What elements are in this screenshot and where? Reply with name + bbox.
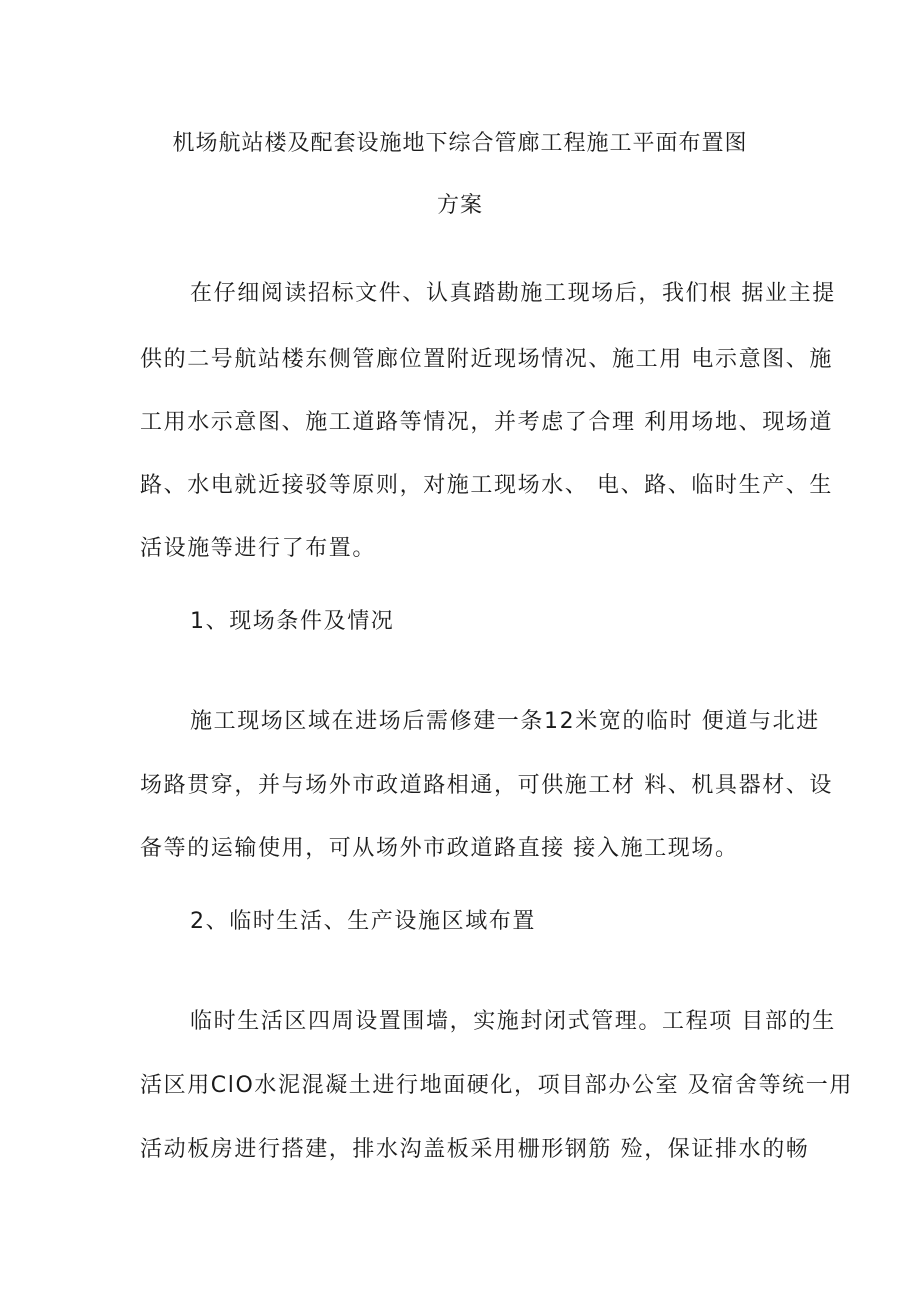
paragraph-line: 活区用ClO水泥混凝土进行地面硬化，项目部办公室 及宿舍等统一用 <box>140 1073 853 1098</box>
document-title: 机场航站楼及配套设施地下综合管廊工程施工平面布置图 <box>172 131 748 156</box>
paragraph-line: 场路贯穿，并与场外市政道路相通，可供施工材 料、机具器材、设 <box>140 773 833 798</box>
paragraph-line: 供的二号航站楼东侧管廊位置附近现场情况、施工用 电示意图、施 <box>140 347 833 372</box>
paragraph-line: 工用水示意图、施工道路等情况，并考虑了合理 利用场地、现场道 <box>140 410 833 435</box>
section-heading-2: 2、临时生活、生产设施区域布置 <box>190 909 536 934</box>
paragraph-line: 在仔细阅读招标文件、认真踏勘施工现场后，我们根 据业主提 <box>190 281 836 306</box>
document-subtitle: 方案 <box>436 193 483 218</box>
paragraph-line: 备等的运输使用，可从场外市政道路直接 接入施工现场。 <box>140 836 739 861</box>
paragraph-line: 路、水电就近接驳等原则，对施工现场水、 电、路、临时生产、生 <box>140 473 833 498</box>
paragraph-line: 临时生活区四周设置围墙，实施封闭式管理。工程项 目部的生 <box>190 1009 836 1034</box>
paragraph-line: 施工现场区域在进场后需修建一条12米宽的临时 便道与北进 <box>190 709 820 734</box>
paragraph-line: 活设施等进行了布置。 <box>140 536 377 561</box>
paragraph-line: 活动板房进行搭建，排水沟盖板采用栅形钢筋 殓，保证排水的畅 <box>140 1137 810 1162</box>
section-heading-1: 1、现场条件及情况 <box>190 609 395 634</box>
